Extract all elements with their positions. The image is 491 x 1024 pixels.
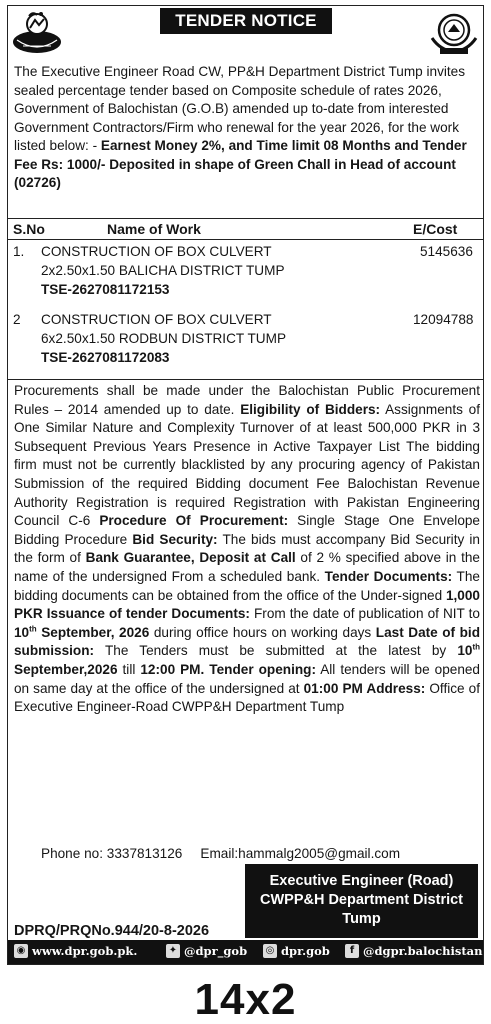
column-header-name-of-work: Name of Work [107, 221, 201, 237]
work-title: CONSTRUCTION OF BOX CULVERT [41, 312, 272, 327]
phone-number: Phone no: 3337813126 [41, 846, 183, 861]
work-detail: 2x2.50x1.50 BALICHA DISTRICT TUMP [41, 262, 285, 278]
contact-line [41, 846, 400, 861]
intro-paragraph: The Executive Engineer Road CW, PP&H Department District Tump invites sealed percentage tender based on Composite schedule of rates 2026, Government of Balochistan (G.O.B) amended up to-date from interested Government Contractors/Firm who renewal for the year 2026, for the work listed below: - Earnest Money 2%, and Time limit 08 Months and Tender Fee Rs: 1000/- Deposited in shape of Green Chall in Head of account (02726) [14, 64, 467, 190]
footer-instagram[interactable] [263, 944, 330, 958]
column-header-cost: E/Cost [413, 221, 458, 237]
department-emblem-icon [428, 10, 480, 56]
facebook-icon: f [345, 944, 359, 958]
twitter-icon: ✦ [166, 944, 180, 958]
instagram-handle: dpr.gob [281, 944, 330, 958]
terms-paragraph: Procurements shall be made under the Balochistan Public Procurement Rules – 2014 amended up to date. Eligibility of Bidders: Assignments of One Similar Nature and Complexity Turnover of at least 500,000 PKR in 3 Subsequent Previous Years Presence in Active Taxpayer List The bidding firm must not be currently blacklisted by any procuring agency of Pakistan Submission of the required Bidding document Fee Balochistan Revenue Authority Registration is required Registration with Pakistan Engineering Council C-6 Procedure Of Procurement: Single Stage One Envelope Bidding Procedure Bid Security: The bids must accompany Bid Security in the form of Bank Guarantee, Deposit at Call of 2 % specified above in the name of the undersigned From a scheduled bank. Tender Documents: The bidding documents can be obtained from the office of the Under-signed 1,000 PKR Issuance of tender Documents: From the date of publication of NIT to 10th September, 2026 during office hours on working days Last Date of bid submission: The Tenders must be submitted at the latest by 10th September,2026 till 12:00 PM. Tender opening: All tenders will be opened on same day at the office of the undersigned at 01:00 PM Address: Office of Executive Engineer-Road CWPP&H Department Tump [14, 383, 480, 715]
footer-facebook[interactable] [345, 944, 483, 958]
row-number: 2 [13, 312, 21, 327]
signatory-department: CWPP&H Department District [259, 892, 464, 908]
signatory-title: Executive Engineer (Road) [269, 873, 454, 889]
table-divider [8, 379, 483, 380]
estimated-cost: 5145636 [420, 244, 473, 259]
website-text: www.dpr.gob.pk. [32, 944, 138, 958]
signatory-box [245, 864, 478, 938]
twitter-handle: @dpr_gob [184, 944, 248, 958]
footer-website[interactable] [14, 944, 137, 958]
instagram-icon: ◎ [263, 944, 277, 958]
notice-header [8, 6, 483, 62]
tender-notice [7, 5, 484, 965]
footer-bar [8, 940, 483, 964]
signatory-district: Tump [342, 911, 381, 927]
globe-icon: ◉ [14, 944, 28, 958]
work-title: CONSTRUCTION OF BOX CULVERT [41, 244, 272, 259]
work-detail: 6x2.50x1.50 RODBUN DISTRICT TUMP [41, 330, 287, 346]
tse-number: TSE-2627081172153 [41, 282, 170, 297]
ad-size-label: 14x2 [194, 975, 297, 1024]
footer-twitter[interactable] [166, 944, 247, 958]
works-table-header [8, 218, 483, 240]
balochistan-government-emblem-icon [11, 10, 63, 56]
email-address: Email:hammalg2005@gmail.com [200, 846, 401, 861]
tse-number: TSE-2627081172083 [41, 350, 170, 365]
column-header-sno: S.No [13, 221, 45, 237]
reference-number: DPRQ/PRQNo.944/20-8-2026 [14, 923, 210, 939]
row-number: 1. [13, 244, 25, 259]
estimated-cost: 12094788 [413, 312, 474, 327]
facebook-handle: @dgpr.balochistan [363, 944, 483, 958]
notice-title: TENDER NOTICE [160, 8, 332, 34]
